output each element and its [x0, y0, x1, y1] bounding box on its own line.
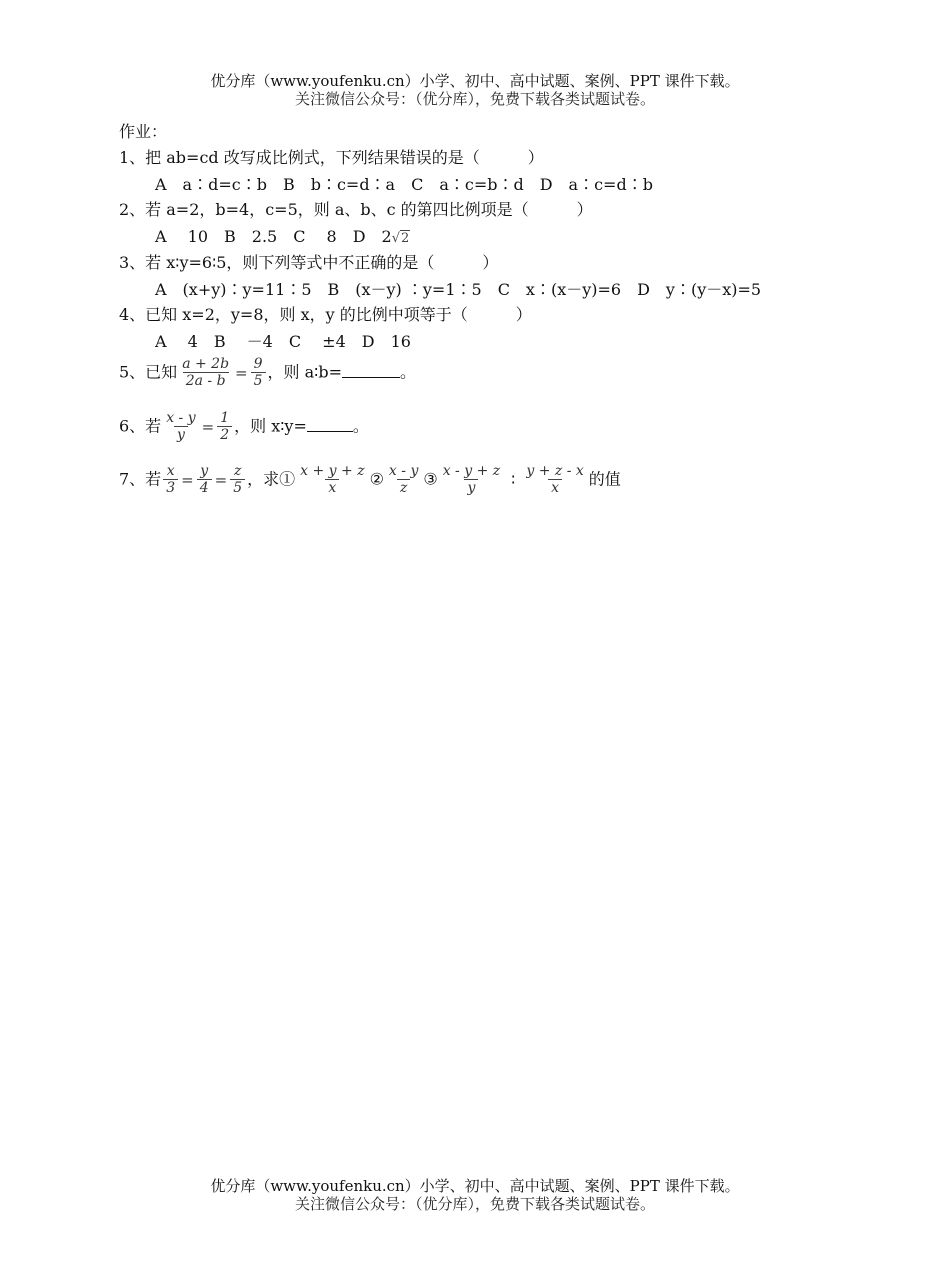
header-line-2: 关注微信公众号：（优分库），免费下载各类试题试卷。: [294, 90, 655, 108]
header-line-1: 优分库（www.youfenku.cn）小学、初中、高中试题、案例、PPT 课件下载。: [210, 72, 740, 90]
q5-frac-num: a + 2b: [182, 356, 230, 372]
q6-fraction: [163, 410, 198, 444]
q7-f2-den: 4: [197, 479, 212, 497]
q5-answer-blank[interactable]: [342, 377, 400, 378]
q7-expr-1: [297, 463, 367, 497]
sqrt-arg: 2: [401, 231, 410, 246]
question-1-options: A a∶d=c∶b B b∶c=d∶a C a∶c=b∶d D a∶c=d∶b: [155, 175, 653, 194]
q7-expr-3-right: [523, 463, 586, 497]
q5-end: 。: [400, 362, 417, 382]
sqrt-symbol: √: [391, 231, 401, 246]
q7-f3-num: z: [233, 463, 242, 479]
page-footer: [0, 1177, 950, 1213]
q6-frac-den: y: [174, 426, 188, 444]
footer-line-2: 关注微信公众号：（优分库），免费下载各类试题试卷。: [294, 1195, 655, 1213]
q7-marker-2: ②: [369, 469, 384, 489]
q5-rhs-num: 9: [253, 356, 263, 372]
q7-ratio-colon: ∶: [511, 469, 516, 489]
q6-frac-num: x - y: [166, 410, 196, 426]
q6-suffix: ，则 x∶y=: [234, 416, 307, 436]
q7-end: 的值: [588, 469, 621, 489]
q6-end: 。: [352, 416, 369, 436]
question-1: 1、把 ab=cd 改写成比例式，下列结果错误的是（ ）: [119, 148, 544, 167]
q6-rhs-fraction: [217, 410, 232, 444]
question-2: 2、若 a=2，b=4，c=5，则 a、b、c 的第四比例项是（ ）: [119, 200, 593, 219]
q7-equals-1: =: [181, 470, 194, 489]
q7-fraction-x-over-3: [163, 463, 178, 497]
q7-c-den: y: [464, 479, 478, 497]
q7-prefix: 7、若: [119, 469, 162, 489]
q5-prefix: 5、已知: [119, 362, 178, 382]
q7-fraction-y-over-4: [197, 463, 212, 497]
q7-mid: ，求①: [247, 469, 296, 489]
q7-d-num: y + z - x: [526, 463, 584, 479]
q7-b-num: x - y: [388, 463, 419, 479]
q5-equals: =: [235, 363, 248, 382]
q7-f1-num: x: [166, 463, 175, 479]
q7-expr-3-left: [440, 463, 503, 497]
question-5: [119, 356, 416, 390]
q7-b-den: z: [397, 479, 410, 497]
q5-rhs-fraction: [251, 356, 266, 390]
q5-frac-den: 2a - b: [183, 372, 229, 390]
q6-rhs-den: 2: [217, 426, 232, 444]
q7-fraction-z-over-5: [230, 463, 245, 497]
q5-suffix: ，则 a∶b=: [267, 362, 342, 382]
question-2-options: [155, 227, 410, 249]
sqrt-two: [392, 230, 411, 246]
q7-f1-den: 3: [163, 479, 178, 497]
q5-rhs-den: 5: [251, 372, 266, 390]
question-3: 3、若 x∶y=6∶5，则下列等式中不正确的是（ ）: [119, 253, 499, 272]
q7-equals-2: =: [214, 470, 228, 489]
q7-c-num: x - y + z: [442, 463, 501, 479]
question-4-options: A 4 B －4 C ±4 D 16: [155, 332, 411, 351]
q7-f2-num: y: [200, 463, 209, 479]
q7-expr-2: [386, 463, 421, 497]
q7-a-den: x: [325, 479, 339, 497]
q6-answer-blank[interactable]: [307, 431, 353, 432]
q7-f3-den: 5: [230, 479, 245, 497]
question-2-options-text: A 10 B 2.5 C 8 D 2: [155, 227, 392, 246]
q7-d-den: x: [548, 479, 562, 497]
q5-fraction: [179, 356, 232, 390]
question-4: 4、已知 x=2，y=8，则 x，y 的比例中项等于（ ）: [119, 305, 532, 324]
question-7: [119, 463, 621, 497]
q6-equals: =: [201, 417, 215, 436]
question-3-options: A (x+y)∶y=11∶5 B (x－y) ∶y=1∶5 C x∶(x－y)=6 D y∶(y－x)=5: [155, 280, 762, 299]
q6-prefix: 6、若: [119, 416, 162, 436]
page-header: [0, 72, 950, 108]
q7-marker-3: ③: [423, 469, 438, 489]
footer-line-1: 优分库（www.youfenku.cn）小学、初中、高中试题、案例、PPT 课件下载。: [210, 1177, 740, 1195]
q7-a-num: x + y + z: [300, 463, 365, 479]
homework-title: 作业：: [119, 122, 168, 141]
q6-rhs-num: 1: [220, 410, 230, 426]
question-6: [119, 410, 369, 444]
